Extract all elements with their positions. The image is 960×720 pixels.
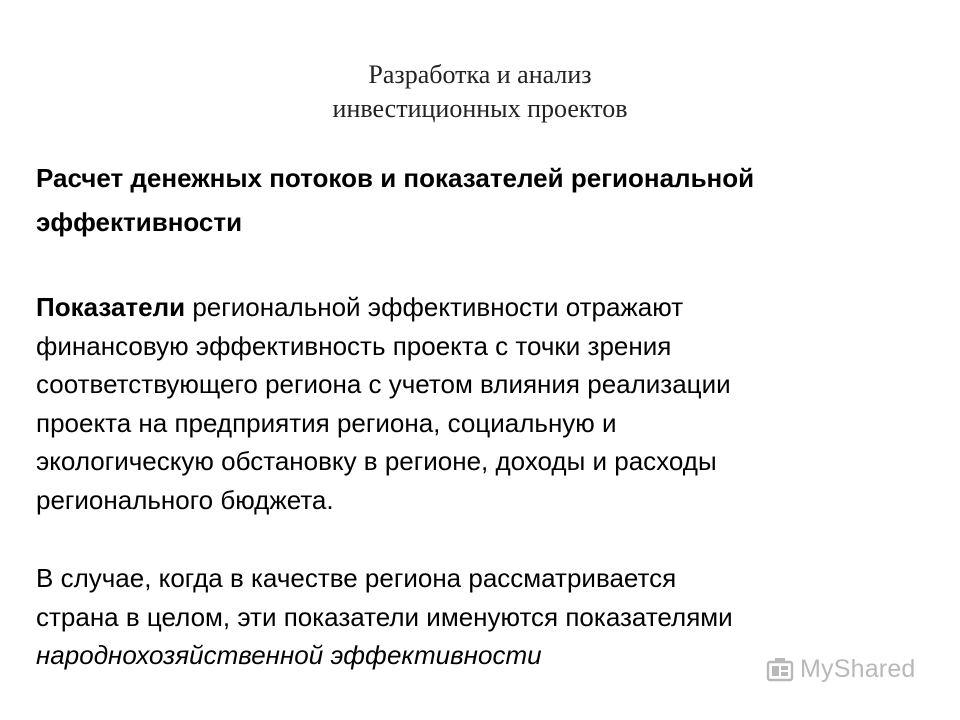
paragraph1-line-5: экологическую обстановку в регионе, доходы и расходы bbox=[36, 446, 717, 477]
header-line-1: Разработка и анализ bbox=[368, 60, 592, 89]
paragraph1-line-3: соответствующего региона с учетом влияния реализации bbox=[36, 369, 731, 400]
section-heading bbox=[36, 156, 936, 244]
paragraph1-line-1 bbox=[36, 288, 936, 327]
heading-line-2: эффективности bbox=[36, 207, 243, 237]
watermark-text: MyShared bbox=[800, 655, 916, 683]
mysharedlogo-icon bbox=[766, 656, 794, 684]
paragraph1-line-6: регионального бюджета. bbox=[36, 484, 334, 515]
paragraph1-line-1-rest: региональной эффективности отражают bbox=[185, 292, 684, 322]
bold-term: Показатели bbox=[36, 292, 186, 322]
header-line-2: инвестиционных проектов bbox=[332, 94, 628, 123]
paragraph2-italic-term: народнохозяйственной эффективности bbox=[36, 640, 542, 671]
paragraph2-line-1: В случае, когда в качестве региона рассматривается bbox=[36, 563, 677, 593]
paragraph1-line-2: финансовую эффективность проекта с точки зрения bbox=[36, 330, 672, 361]
watermark bbox=[766, 655, 916, 684]
paragraph1-line-4: проекта на предприятия региона, социальную и bbox=[36, 407, 617, 438]
heading-line-1: Расчет денежных потоков и показателей региональной bbox=[36, 163, 755, 193]
slide-header bbox=[0, 58, 960, 126]
paragraph2-line-2: страна в целом, эти показатели именуются показателями bbox=[36, 601, 733, 632]
paragraph-regional-indicators bbox=[36, 288, 936, 520]
